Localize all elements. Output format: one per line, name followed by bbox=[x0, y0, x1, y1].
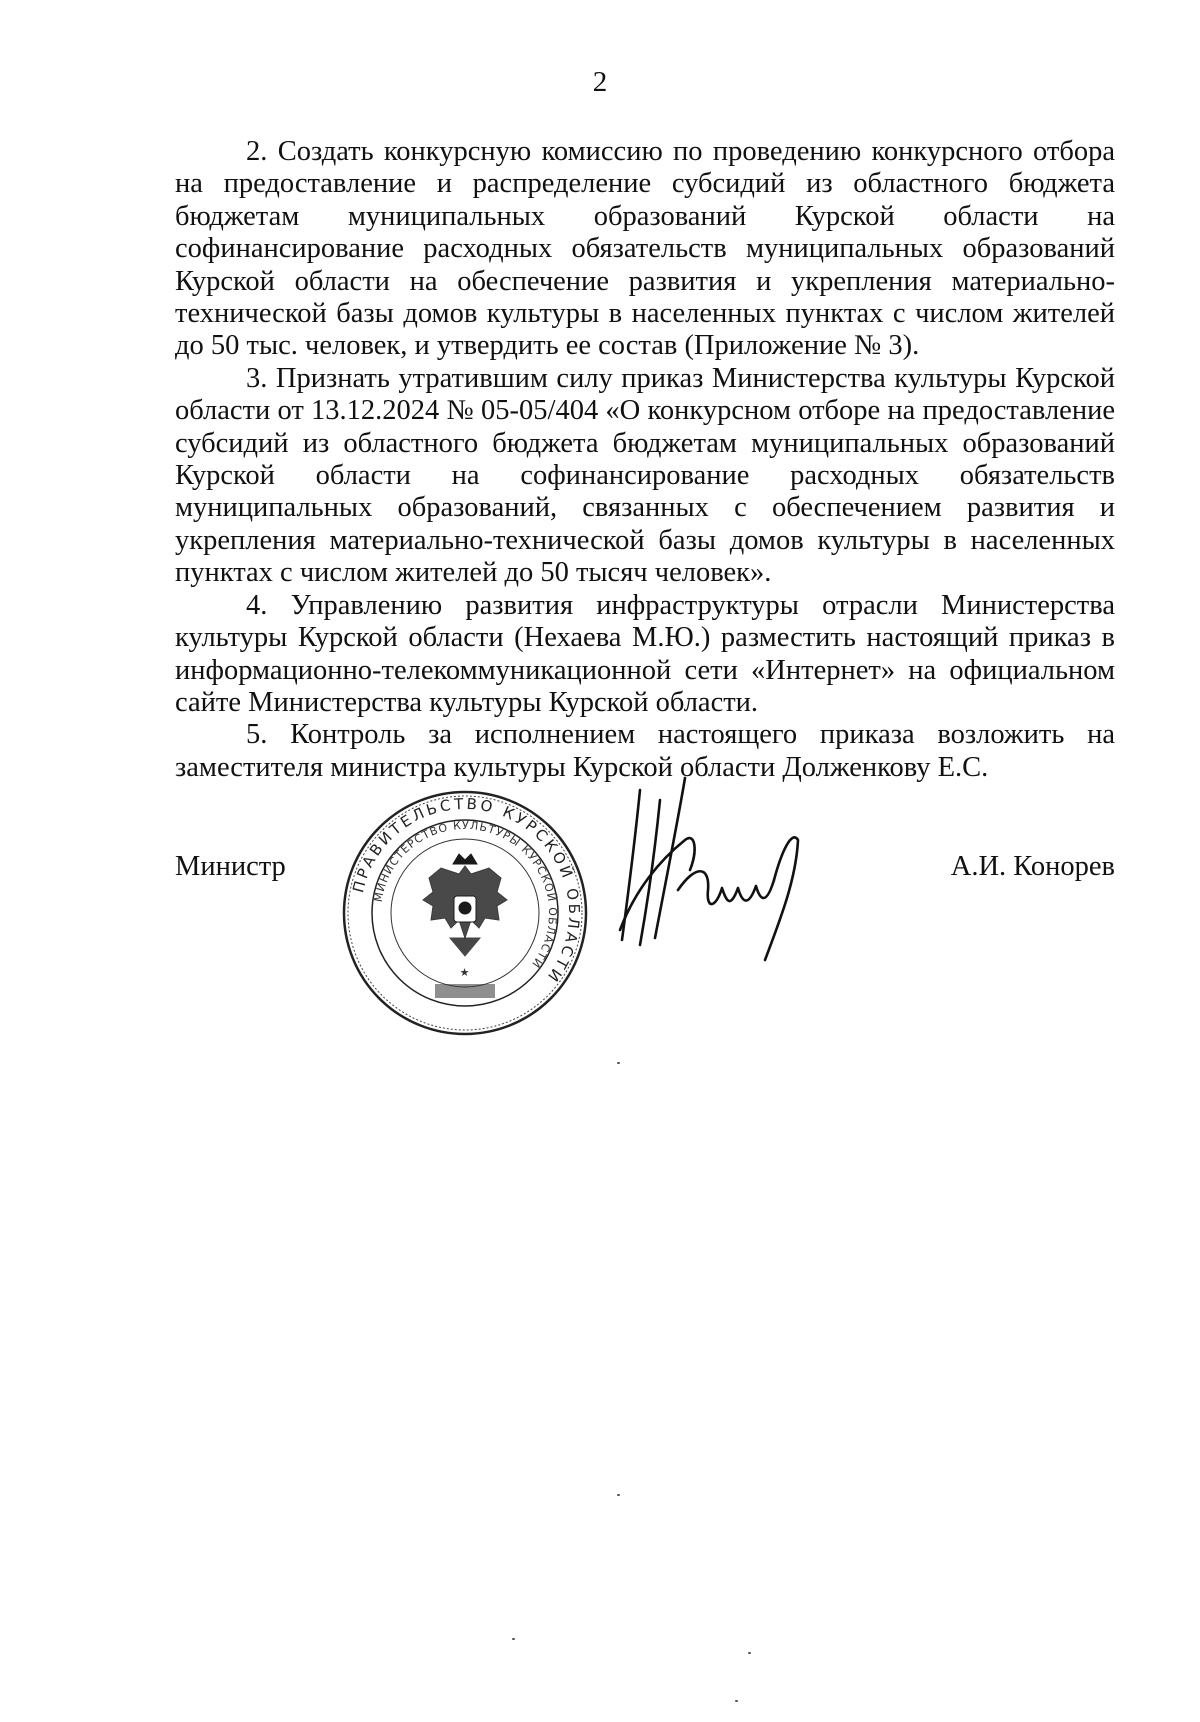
handwritten-signature bbox=[600, 770, 830, 970]
coat-of-arms-icon bbox=[423, 854, 507, 956]
scan-artifact bbox=[512, 1638, 515, 1640]
signature-block bbox=[175, 794, 1115, 1040]
paragraph-4: 4. Управлению развития инфраструктуры отрасли Министерства культуры Курской области (Нехаева М.Ю.) разместить настоящий приказ в информационно-телекоммуникационной сети «Интернет» на официальном сайте Министерства культуры Курской области. bbox=[175, 589, 1115, 718]
paragraph-2: 2. Создать конкурсную комиссию по проведению конкурсного отбора на предоставление и распределение субсидий из областного бюджета бюджетам муниципальных образований Курской области на софинансирование расходных обязательств муниципальных образований Курской области на обеспечение развития и укрепления материально-технической базы домов культуры в населенных пунктах с числом жителей до 50 тыс. человек, и утвердить ее состав (Приложение № 3). bbox=[175, 136, 1115, 362]
seal-inner-text: МИНИСТЕРСТВО КУЛЬТУРЫ КУРСКОЙ ОБЛАСТИ bbox=[371, 818, 560, 971]
seal-star: ★ bbox=[459, 966, 471, 979]
official-seal bbox=[340, 788, 590, 1038]
scan-artifact bbox=[617, 1062, 620, 1064]
scan-artifact bbox=[617, 1494, 620, 1496]
paragraph-5: 5. Контроль за исполнением настоящего приказа возложить на заместителя министра культуры Курской области Долженкову Е.С. bbox=[175, 719, 1115, 783]
scan-artifact bbox=[748, 1652, 751, 1654]
page-number: 2 bbox=[592, 66, 608, 98]
signatory-name: А.И. Конорев bbox=[950, 851, 1115, 882]
seal-outer-text: ПРАВИТЕЛЬСТВО КУРСКОЙ ОБЛАСТИ bbox=[349, 794, 584, 988]
document-body bbox=[175, 136, 1115, 784]
paragraph-3: 3. Признать утратившим силу приказ Министерства культуры Курской области от 13.12.2024 № 05-05/404 «О конкурсном отборе на предоставление субсидий из областного бюджета бюджетам муниципальных образований Курской области на софинансирование расходных обязательств муниципальных образований, связанных с обеспечением развития и укрепления материально-технической базы домов культуры в населенных пунктах с числом жителей до 50 тысяч человек». bbox=[175, 362, 1115, 589]
scan-artifact bbox=[735, 1700, 738, 1702]
signatory-title: Министр bbox=[175, 851, 286, 882]
